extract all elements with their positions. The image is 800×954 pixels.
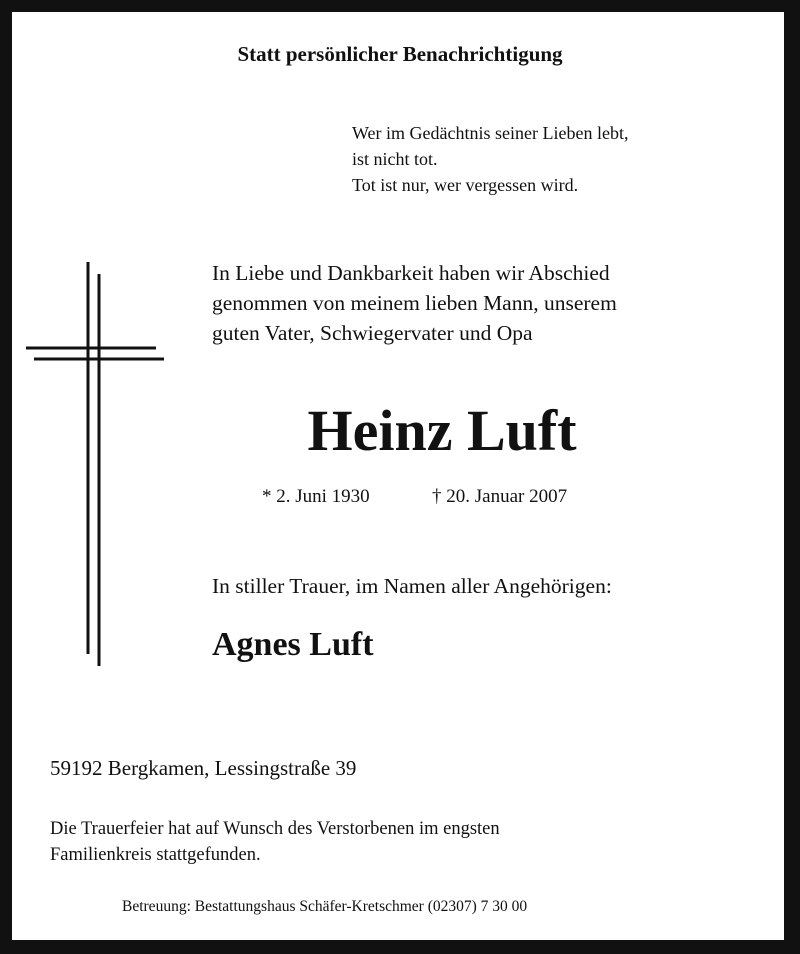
mourner-name: Agnes Luft [212,626,374,663]
funeral-note [50,816,500,868]
mourning-line: In stiller Trauer, im Namen aller Angehörigen: [212,574,612,598]
funeral-note-line: Familienkreis stattgefunden. [50,845,261,865]
motto-line: Tot ist nur, wer vergessen wird. [352,175,579,195]
birth-date: * 2. Juni 1930 [262,486,370,507]
farewell-line: In Liebe und Dankbarkeit haben wir Abschied [212,261,610,285]
address: 59192 Bergkamen, Lessingstraße 39 [50,756,357,780]
farewell-line: genommen von meinem lieben Mann, unserem [212,291,617,315]
motto-line: Wer im Gedächtnis seiner Lieben lebt, [352,123,629,143]
farewell-text [212,258,617,348]
notice-heading: Statt persönlicher Benachrichtigung [237,42,563,66]
deceased-name: Heinz Luft [307,398,577,463]
motto-line: ist nicht tot. [352,149,438,169]
memorial-motto [352,120,628,198]
funeral-home-footer: Betreuung: Bestattungshaus Schäfer-Kretschmer (02307) 7 30 00 [122,898,528,915]
death-date: † 20. Januar 2007 [432,486,568,507]
farewell-line: guten Vater, Schwiegervater und Opa [212,321,533,345]
funeral-note-line: Die Trauerfeier hat auf Wunsch des Verstorbenen im engsten [50,819,500,839]
